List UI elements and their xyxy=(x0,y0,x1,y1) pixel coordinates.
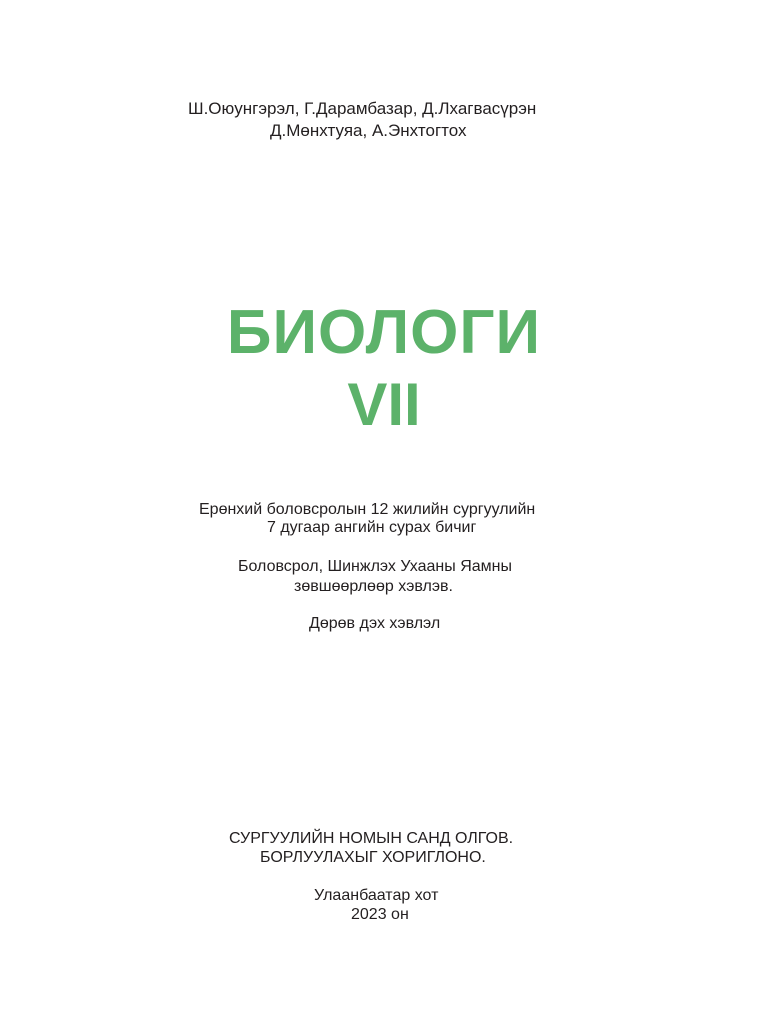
approval-line-2: зөвшөөрлөөр хэвлэв. xyxy=(294,578,453,595)
notice-line-2: БОРЛУУЛАХЫГ ХОРИГЛОНО. xyxy=(260,849,486,866)
imprint-year: 2023 он xyxy=(351,906,409,923)
notice-line-1: СУРГУУЛИЙН НОМЫН САНД ОЛГОВ. xyxy=(229,830,514,847)
book-title: БИОЛОГИ xyxy=(226,298,542,367)
approval-line-1: Боловсрол, Шинжлэх Ухааны Яамны xyxy=(238,558,512,575)
imprint-city: Улаанбаатар хот xyxy=(314,887,439,904)
description-line-2: 7 дугаар ангийн сурах бичиг xyxy=(267,519,477,536)
authors-line-2: Д.Мөнхтуяа, А.Энхтогтох xyxy=(270,121,467,140)
authors-line-1: Ш.Оюунгэрэл, Г.Дарамбазар, Д.Лхагвасүрэн xyxy=(188,99,537,118)
description-line-1: Ерөнхий боловсролын 12 жилийн сургуулийн xyxy=(199,501,536,518)
grade-number: VII xyxy=(347,371,421,438)
edition-label: Дөрөв дэх хэвлэл xyxy=(309,615,441,632)
